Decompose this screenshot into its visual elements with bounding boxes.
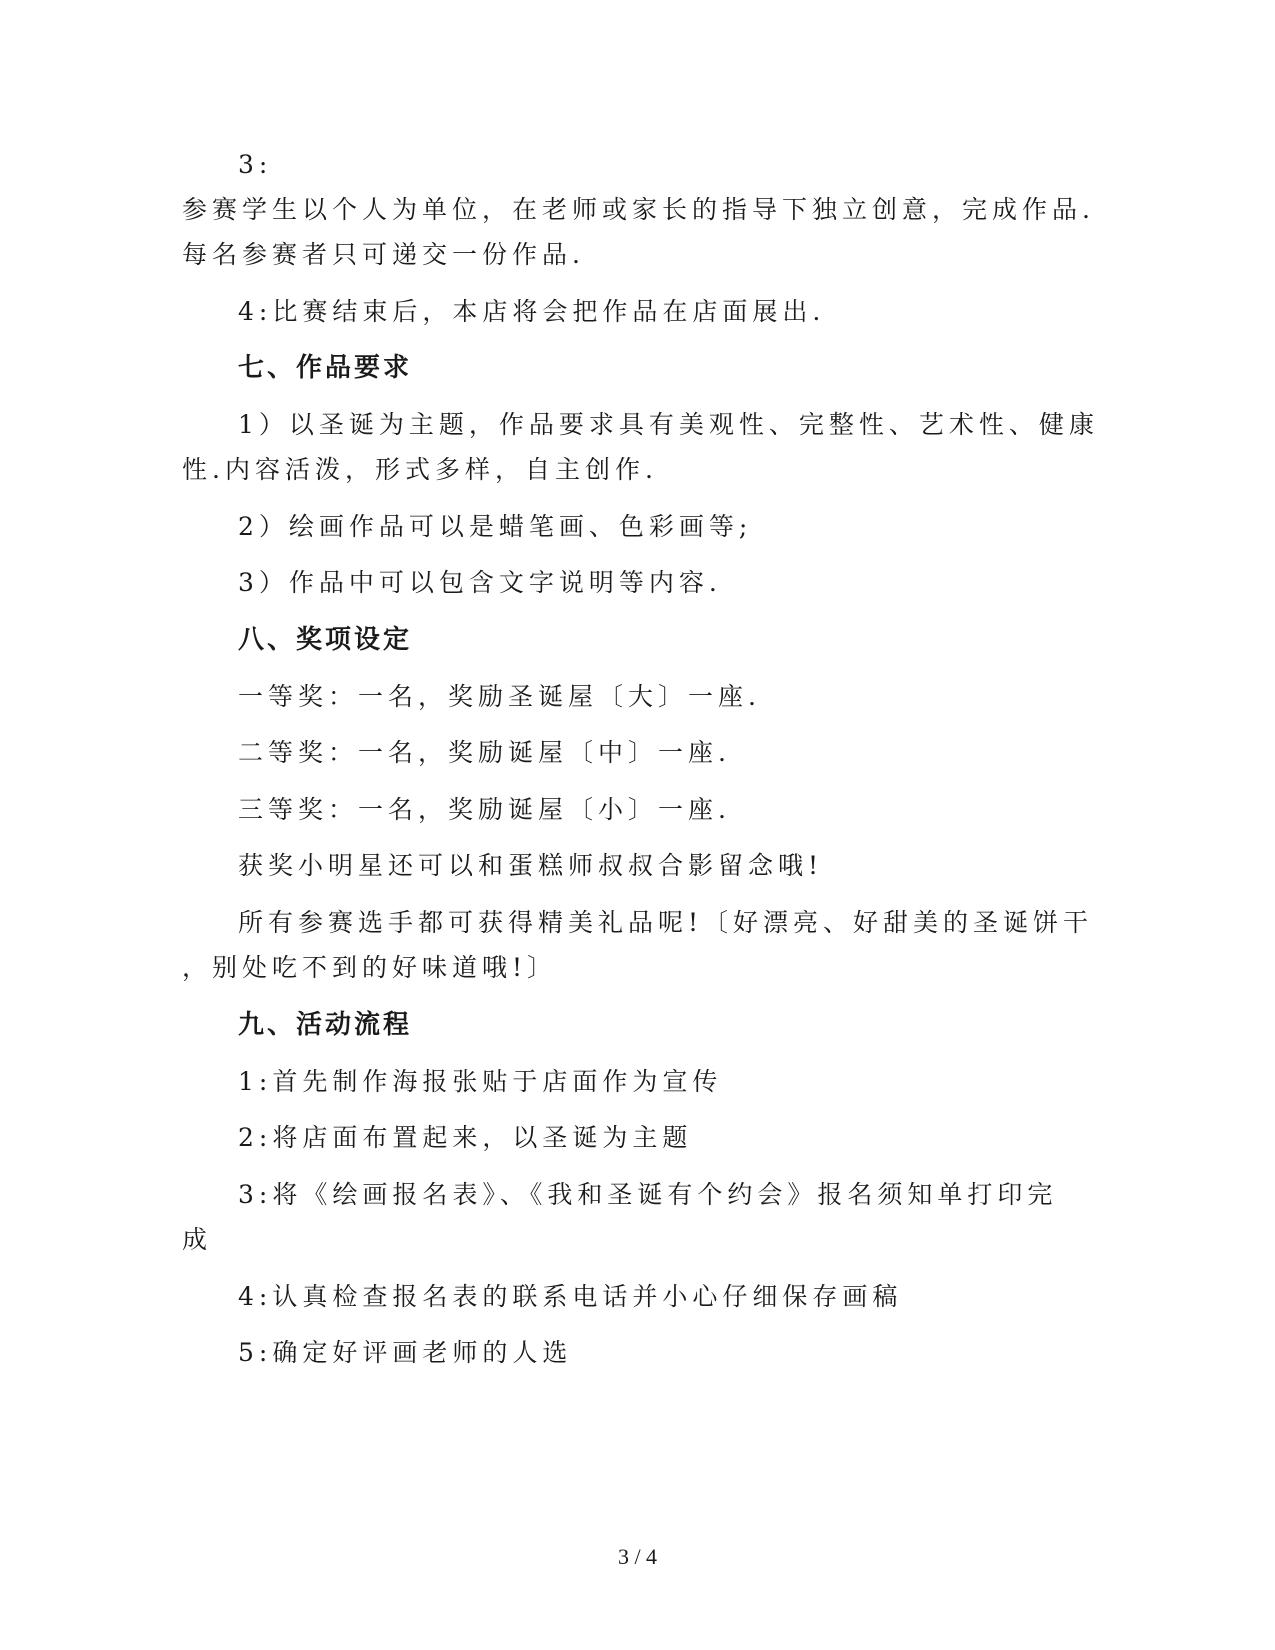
flow-step-2: 2:将店面布置起来，以圣诞为主题	[238, 1123, 693, 1152]
section-heading-work-requirements: 七、作品要求	[238, 353, 413, 383]
section-heading-activity-flow: 九、活动流程	[238, 1010, 413, 1040]
paragraph-line: 获奖小明星还可以和蛋糕师叔叔合影留念哦!	[238, 851, 824, 880]
paragraph-line: 2）绘画作品可以是蜡笔画、色彩画等;	[238, 512, 753, 541]
flow-step-1: 1:首先制作海报张贴于店面作为宣传	[238, 1067, 723, 1096]
award-second-prize: 二等奖：一名，奖励诞屋〔中〕一座.	[238, 738, 731, 767]
list-number-3: 3:	[238, 150, 273, 179]
paragraph-line: 成	[182, 1225, 213, 1254]
paragraph-line: 性.内容活泼，形式多样，自主创作.	[182, 455, 658, 484]
paragraph-line: 3）作品中可以包含文字说明等内容.	[238, 568, 722, 597]
section-heading-awards: 八、奖项设定	[238, 625, 413, 655]
flow-step-3: 3:将《绘画报名表》、《我和圣诞有个约会》报名须知单打印完	[238, 1180, 1058, 1209]
page-number: 3 / 4	[617, 1544, 658, 1569]
paragraph-line: ，别处吃不到的好味道哦!〕	[182, 953, 558, 982]
paragraph-line: 参赛学生以个人为单位，在老师或家长的指导下独立创意，完成作品.	[182, 195, 1095, 224]
paragraph-line: 4:比赛结束后，本店将会把作品在店面展出.	[238, 297, 826, 326]
paragraph-line: 每名参赛者只可递交一份作品.	[182, 240, 585, 269]
paragraph-line: 1）以圣诞为主题，作品要求具有美观性、完整性、艺术性、健康	[238, 410, 1099, 439]
award-first-prize: 一等奖：一名，奖励圣诞屋〔大〕一座.	[238, 682, 761, 711]
flow-step-4: 4:认真检查报名表的联系电话并小心仔细保存画稿	[238, 1282, 903, 1311]
award-third-prize: 三等奖：一名，奖励诞屋〔小〕一座.	[238, 795, 731, 824]
flow-step-5: 5:确定好评画老师的人选	[238, 1338, 573, 1367]
paragraph-line: 所有参赛选手都可获得精美礼品呢!〔好漂亮、好甜美的圣诞饼干	[238, 908, 1094, 937]
